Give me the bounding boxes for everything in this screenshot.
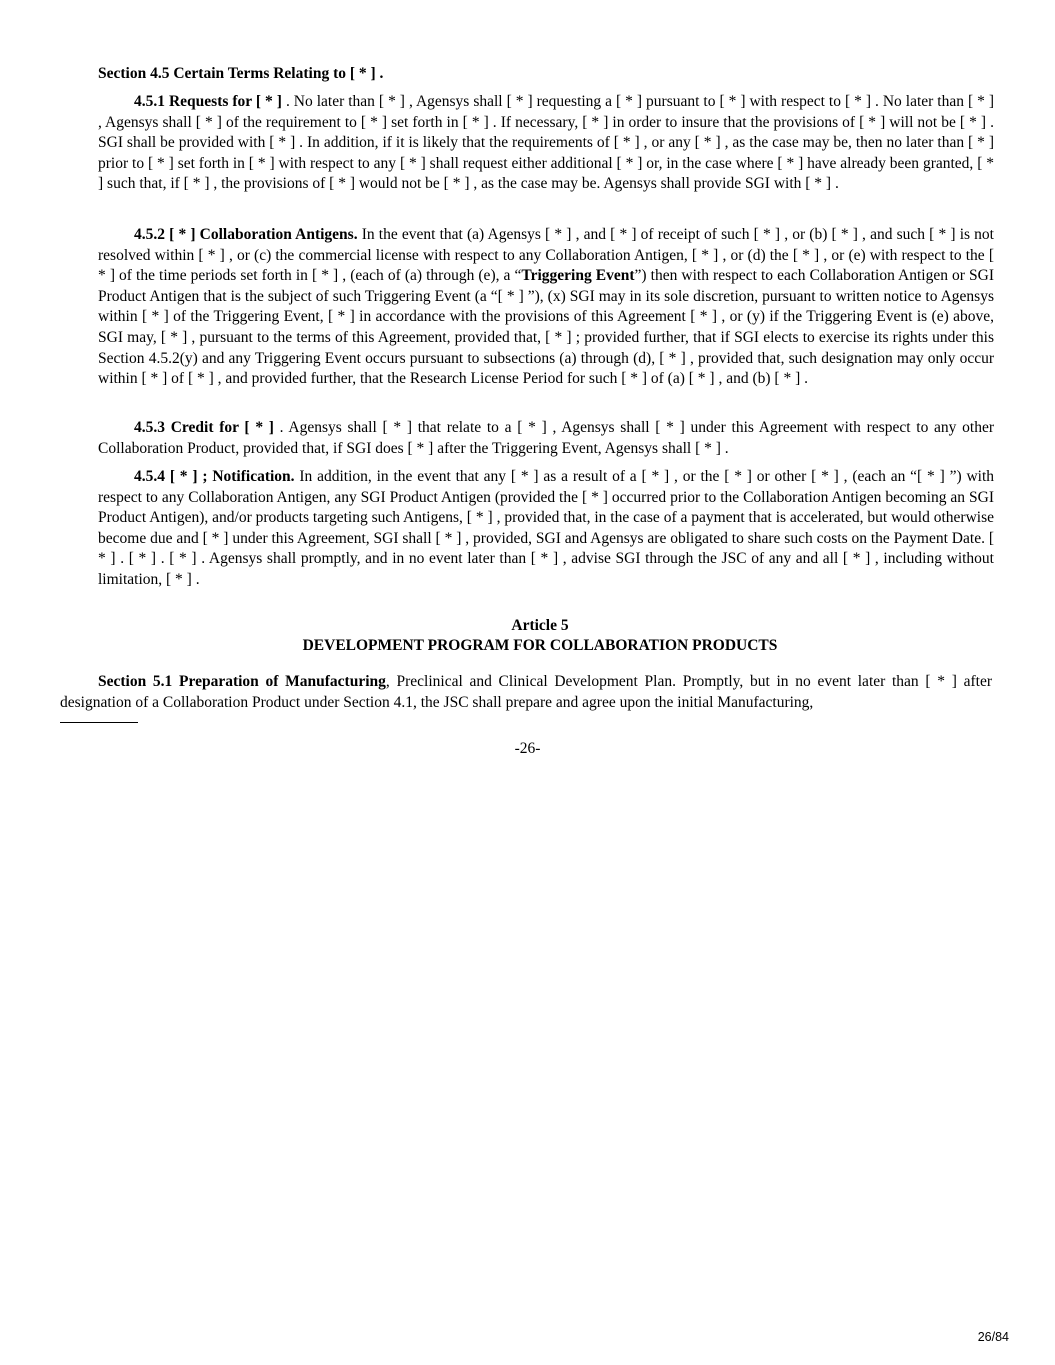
paragraph-4-5-2-heading: 4.5.2 [ * ] Collaboration Antigens. — [134, 226, 358, 243]
section-4-5-heading: Section 4.5 Certain Terms Relating to [ * ] . — [98, 65, 384, 82]
paragraph-4-5-3-body: . Agensys shall [ * ] that relate to a [ * ] , Agensys shall [ * ] under this Agreement with respect to any other Collaboration Product, provided that, if SGI does [ * ] after the Triggering Event, Agensys shall [ * ] . — [98, 419, 994, 457]
paragraph-4-5-3-heading: 4.5.3 Credit for [ * ] — [134, 419, 274, 436]
paragraph-4-5-2-body-a: In the event that (a) Agensys [ * ] , and [ * ] of receipt of such [ * ] , or (b) [ * ] , and such [ * ] is not resolved within [ * ] , or (c) the commercial license with respect to any Collaboration Antigen, [ * ] , or (d) the [ * ] , or (e) with respect to the [ * ] of the time periods set forth in [ * ] , (each of (a) through (e), a “ — [98, 226, 994, 285]
page-count: 26/84 — [977, 1330, 1009, 1344]
paragraph-4-5-1-heading: 4.5.1 Requests for [ * ] — [134, 93, 282, 110]
footnote-rule — [60, 722, 138, 723]
paragraph-4-5-1 — [98, 92, 994, 195]
paragraph-4-5-4-heading: 4.5.4 [ * ] ; Notification. — [134, 468, 295, 485]
article-number: Article 5 — [511, 617, 569, 634]
section-5-1-body: , Preclinical and Clinical Development Plan. Promptly, but in no event later than [ * ] after designation of a Collaboration Product under Section 4.1, the JSC shall prepare and agree upon the initial Manufacturing, — [60, 673, 992, 711]
paragraph-4-5-1-body: . No later than [ * ] , Agensys shall [ * ] requesting a [ * ] pursuant to [ * ] with respect to [ * ] . No later than [ * ] , Agensys shall [ * ] of the requirement to [ * ] set forth in [ * ] . If necessary, [ * ] in order to insure that the provisions of [ * ] will not be [ * ] . SGI shall be provided with [ * ] . In addition, if it is likely that the requirements of [ * ] , or any [ * ] , as the case may be, then no later than [ * ] prior to [ * ] set forth in [ * ] with respect to any [ * ] shall request either additional [ * ] or, in the case where [ * ] have already been granted, [ * ] such that, if [ * ] , the provisions of [ * ] would not be [ * ] , as the case may be. Agensys shall provide SGI with [ * ] . — [98, 93, 994, 193]
paragraph-4-5-2 — [98, 225, 994, 390]
paragraph-4-5-4 — [98, 467, 994, 591]
section-5-1-heading: Section 5.1 Preparation of Manufacturing — [98, 673, 386, 690]
page-number: -26- — [514, 740, 541, 757]
paragraph-4-5-2-body-b: ”) then with respect to each Collaboration Antigen or SGI Product Antigen that is the subject of such Triggering Event (a “[ * ] ”), (x) SGI may in its sole discretion, pursuant to written notice to Agensys within [ * ] of the Triggering Event, [ * ] in accordance with the provisions of this Agreement [ * ] , or (y) if the Triggering Event is (e) above, SGI may, [ * ] , pursuant to the terms of this Agreement, provided that, [ * ] ; provided further, that if SGI elects to exercise its rights under this Section 4.5.2(y) and any Triggering Event occurs pursuant to subsections (a) through (d), [ * ] , provided that, such designation may only occur within [ * ] of [ * ] , and provided further, that the Research License Period for such [ * ] of (a) [ * ] , and (b) [ * ] . — [98, 267, 995, 388]
section-5-1-paragraph — [60, 672, 992, 713]
article-title: DEVELOPMENT PROGRAM FOR COLLABORATION PRODUCTS — [302, 637, 778, 654]
triggering-event-term: Triggering Event — [521, 267, 635, 285]
paragraph-4-5-3 — [98, 418, 994, 459]
paragraph-4-5-4-body: In addition, in the event that any [ * ] as a result of a [ * ] , or the [ * ] or other [ * ] , (each an “[ * ] ”) with respect to any Collaboration Antigen, any SGI Product Antigen (provided the [ * ] occurred prior to the Collaboration Antigen becoming an SGI Product Antigen), and/or products targeting such Antigens, [ * ] , provided that, in the case of a payment that is accelerated, but would otherwise become due and [ * ] under this Agreement, SGI shall [ * ] , provided, SGI and Agensys are obligated to share such costs on the Payment Date. [ * ] . [ * ] . [ * ] . Agensys shall promptly, and in no event later than [ * ] , advise SGI through the JSC of any and all [ * ] , including without limitation, [ * ] . — [98, 468, 994, 588]
